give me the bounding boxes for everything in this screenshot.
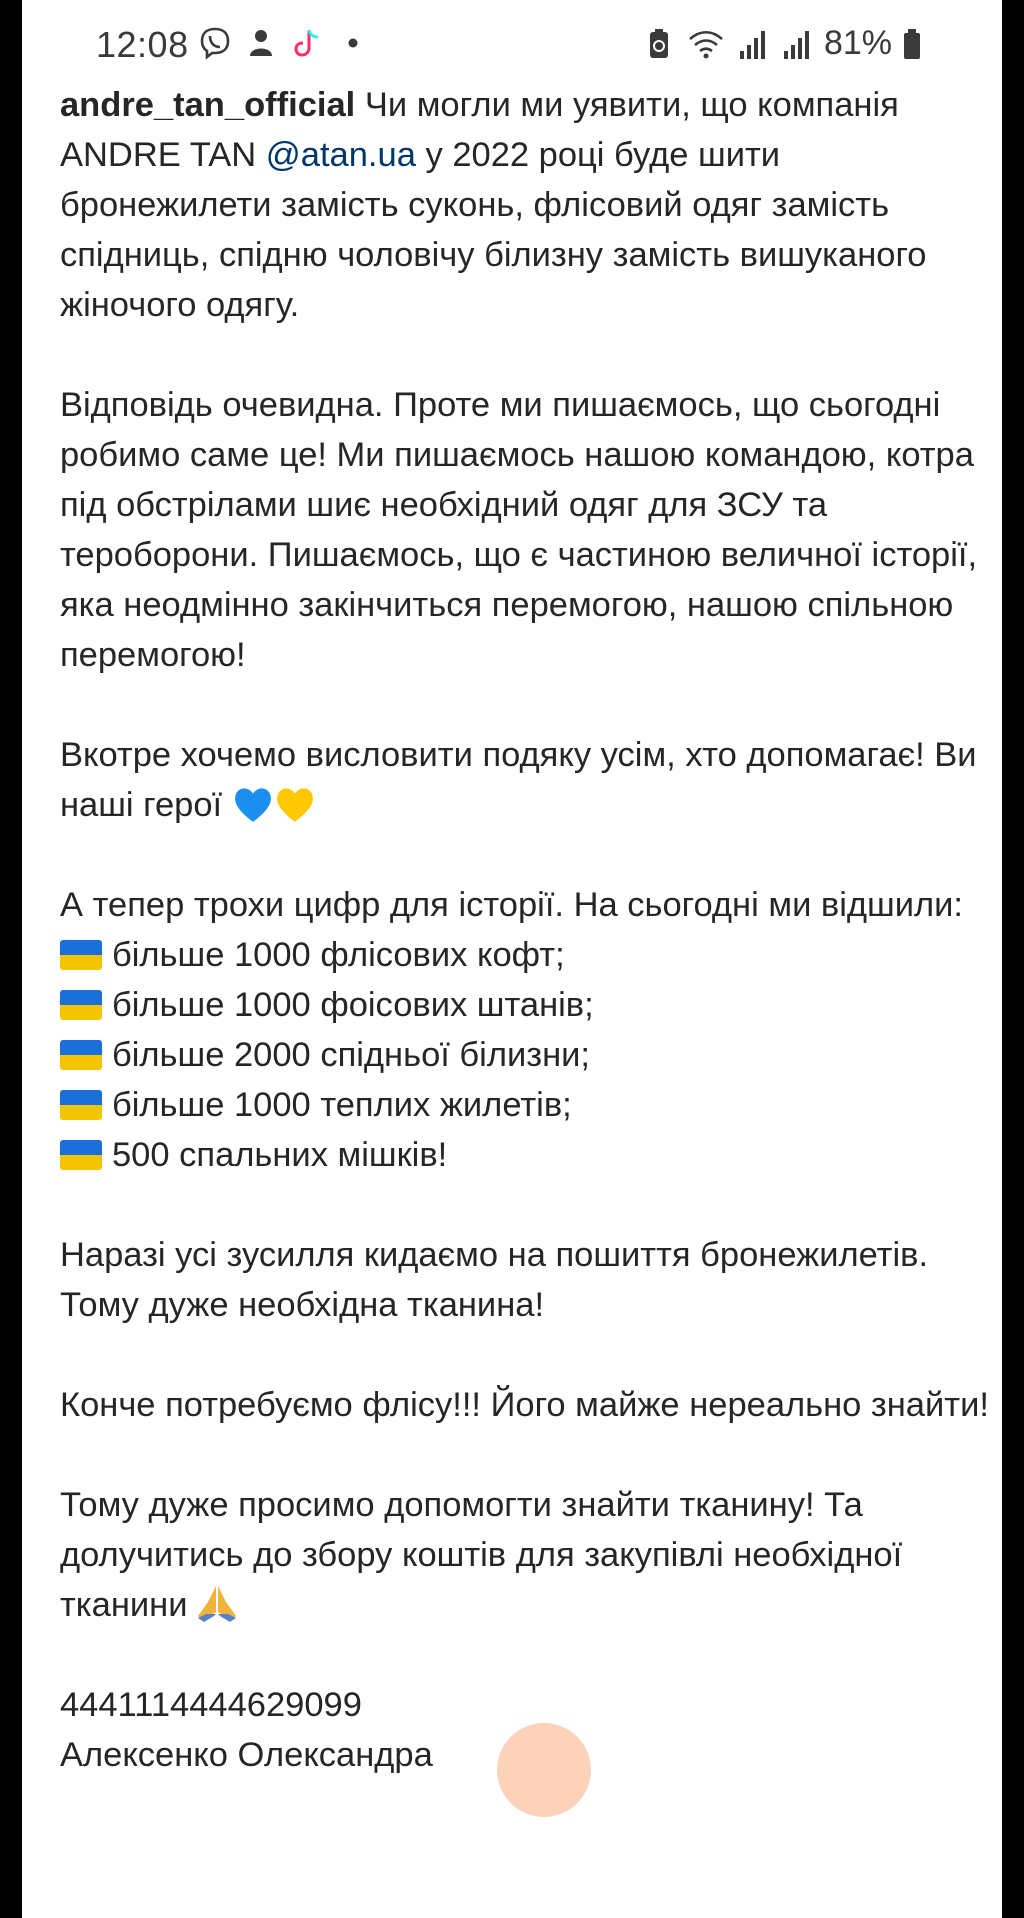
paragraph-3: [60, 730, 1000, 830]
list-item: [60, 1030, 1000, 1080]
stats-intro: А тепер трохи цифр для історії. На сьогодні ми відшили:: [60, 886, 963, 924]
paragraph-2: Відповідь очевидна. Проте ми пишаємось, що сьогодні робимо саме це! Ми пишаємось нашою командою, котра під обстрілами шиє необхідний одяг для ЗСУ та тероборони. Пишаємось, що є частиною величної історії, яка неодмінно закінчиться перемогою, нашою спільною перемогою!: [60, 386, 978, 674]
status-icons-right: [642, 24, 922, 63]
intro-text-2: у 2022 році буде шити бронежилети замість суконь, флісовий одяг замість спідниць, спідню чоловічу білизну замість вишуканого жіночого одягу.: [60, 136, 927, 324]
ukraine-flag-icon: [60, 990, 102, 1020]
touch-indicator: [497, 1723, 591, 1817]
request-text: Тому дуже просимо допомогти знайти тканину! Та долучитись до збору коштів для закупівлі необхідної тканини: [60, 1486, 903, 1624]
list-item: [60, 930, 1000, 980]
mention-link[interactable]: @atan.ua: [265, 136, 416, 174]
list-item: [60, 980, 1000, 1030]
phone-screen: [22, 0, 1002, 1918]
paragraph-7: [60, 1480, 1000, 1630]
notification-icon: [244, 26, 278, 60]
viber-icon: [198, 26, 232, 60]
list-item-text: більше 1000 теплих жилетів;: [112, 1086, 572, 1124]
tiktok-icon: [290, 26, 324, 60]
signal-icon: [780, 27, 814, 61]
ukraine-flag-icon: [60, 1040, 102, 1070]
list-item-text: більше 1000 флісових кофт;: [112, 936, 565, 974]
status-time: 12:08: [96, 24, 189, 65]
stats-block: [60, 880, 1000, 1180]
username-link[interactable]: andre_tan_official: [60, 86, 356, 124]
list-item: [60, 1080, 1000, 1130]
battery-percent: 81%: [823, 24, 892, 62]
list-item-text: більше 1000 фоісових штанів;: [112, 986, 594, 1024]
status-bar: [22, 0, 1002, 92]
blue-heart-icon: [232, 784, 274, 824]
status-icons-left: [198, 26, 370, 60]
caption-intro: [60, 80, 1000, 330]
signal-icon: [736, 27, 770, 61]
paragraph-5: Наразі усі зусилля кидаємо на пошиття бронежилетів. Тому дуже необхідна тканина!: [60, 1236, 929, 1324]
yellow-heart-icon: [274, 784, 316, 824]
intro-text: Чи могли ми уявити, що компанія ANDRE TAN: [60, 86, 899, 174]
wifi-icon: [686, 27, 726, 61]
battery-saver-icon: [642, 27, 676, 61]
paragraph-6: Конче потребуємо флісу!!! Його майже нереально знайти!: [60, 1386, 989, 1424]
ukraine-flag-icon: [60, 1140, 102, 1170]
list-item: [60, 1130, 1000, 1180]
battery-icon: [902, 27, 922, 61]
thanks-text: Вкотре хочемо висловити подяку усім, хто допомагає! Ви наші герої: [60, 736, 977, 824]
list-item-text: 500 спальних мішків!: [112, 1136, 448, 1174]
card-holder: Алексенко Олександра: [60, 1736, 433, 1774]
card-number: 4441114444629099: [60, 1686, 362, 1724]
praying-hands-icon: [194, 1582, 240, 1624]
ukraine-flag-icon: [60, 1090, 102, 1120]
dot-icon: [336, 26, 370, 60]
post-caption: [60, 80, 1000, 1780]
list-item-text: більше 2000 спідньої білизни;: [112, 1036, 590, 1074]
ukraine-flag-icon: [60, 940, 102, 970]
